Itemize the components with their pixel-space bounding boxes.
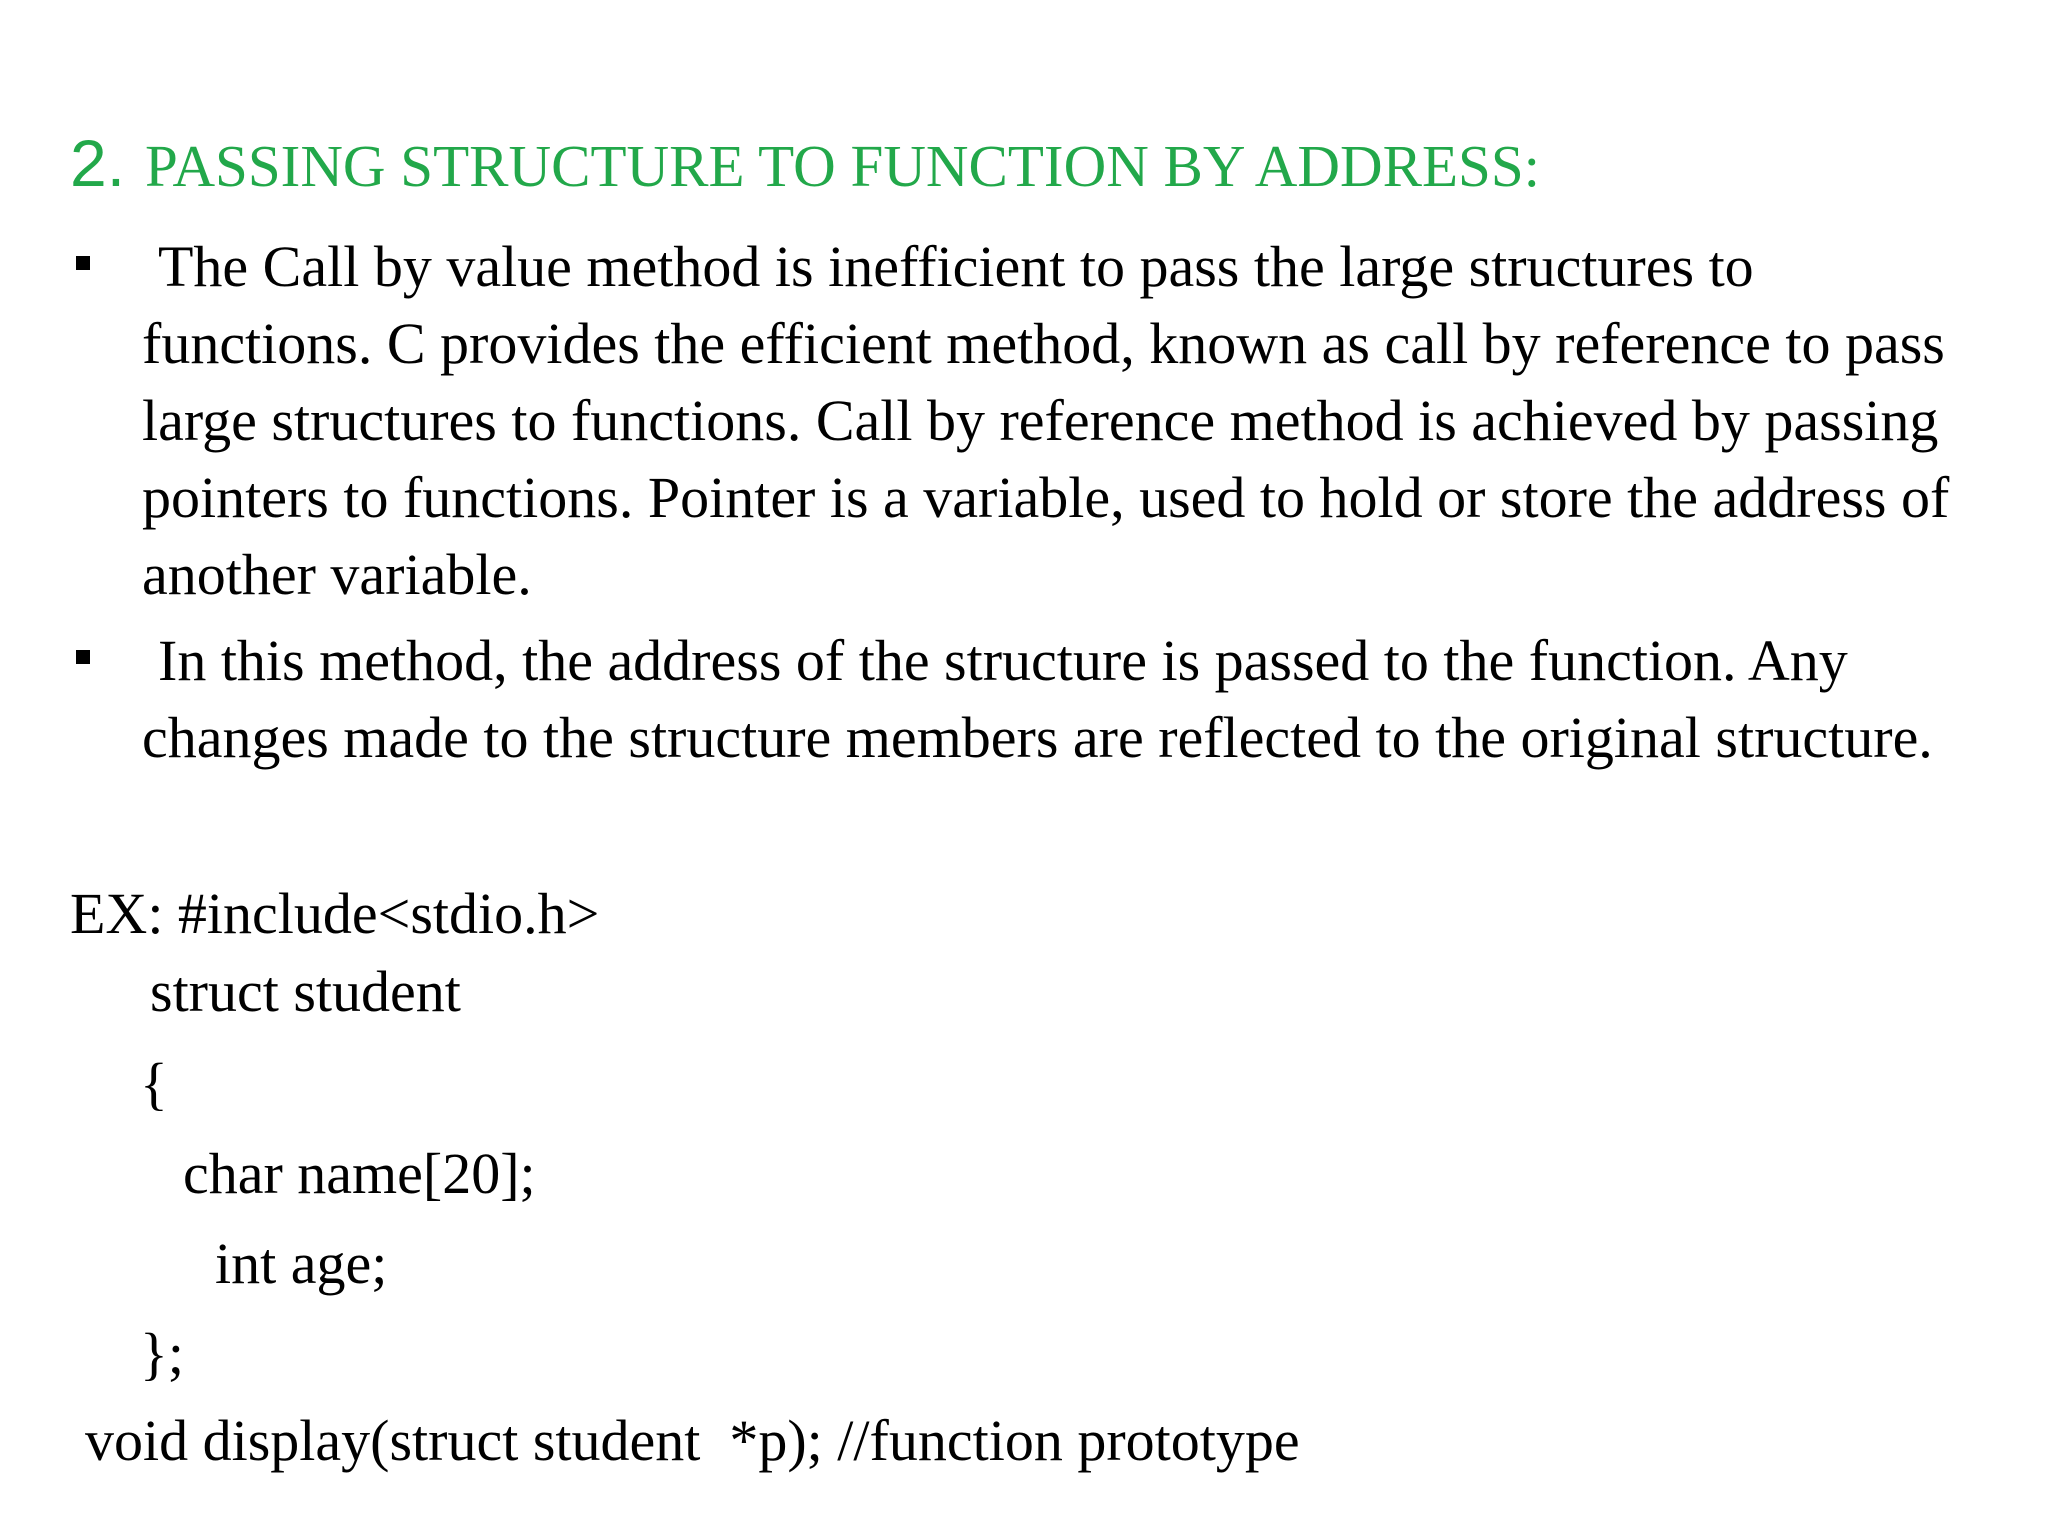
code-line: {	[140, 1051, 168, 1116]
bullet-item	[70, 622, 1990, 776]
code-line: int age;	[215, 1231, 388, 1296]
code-line: char name[20];	[183, 1141, 536, 1206]
bullet-item	[70, 228, 1990, 613]
bullet-text: In this method, the address of the structure is passed to the function. Any changes made to the structure members are reflected to the original structure.	[142, 628, 1933, 770]
bullet-text: The Call by value method is inefficient to pass the large structures to functions. C provides the efficient method, known as call by reference to pass large structures to functions. Call by reference method is achieved by passing pointers to functions. Pointer is a variable, used to hold or store the address of another variable.	[142, 234, 1950, 607]
code-line: };	[140, 1321, 184, 1386]
title-number: 2.	[70, 126, 126, 200]
square-bullet-icon	[76, 256, 90, 270]
slide-title	[70, 126, 1541, 200]
code-line: void display(struct student *p); //function prototype	[85, 1408, 1300, 1473]
title-text: PASSING STRUCTURE TO FUNCTION BY ADDRESS:	[145, 133, 1541, 199]
square-bullet-icon	[76, 650, 90, 664]
code-line: EX: #include<stdio.h>	[70, 881, 600, 946]
code-line: struct student	[150, 959, 461, 1024]
